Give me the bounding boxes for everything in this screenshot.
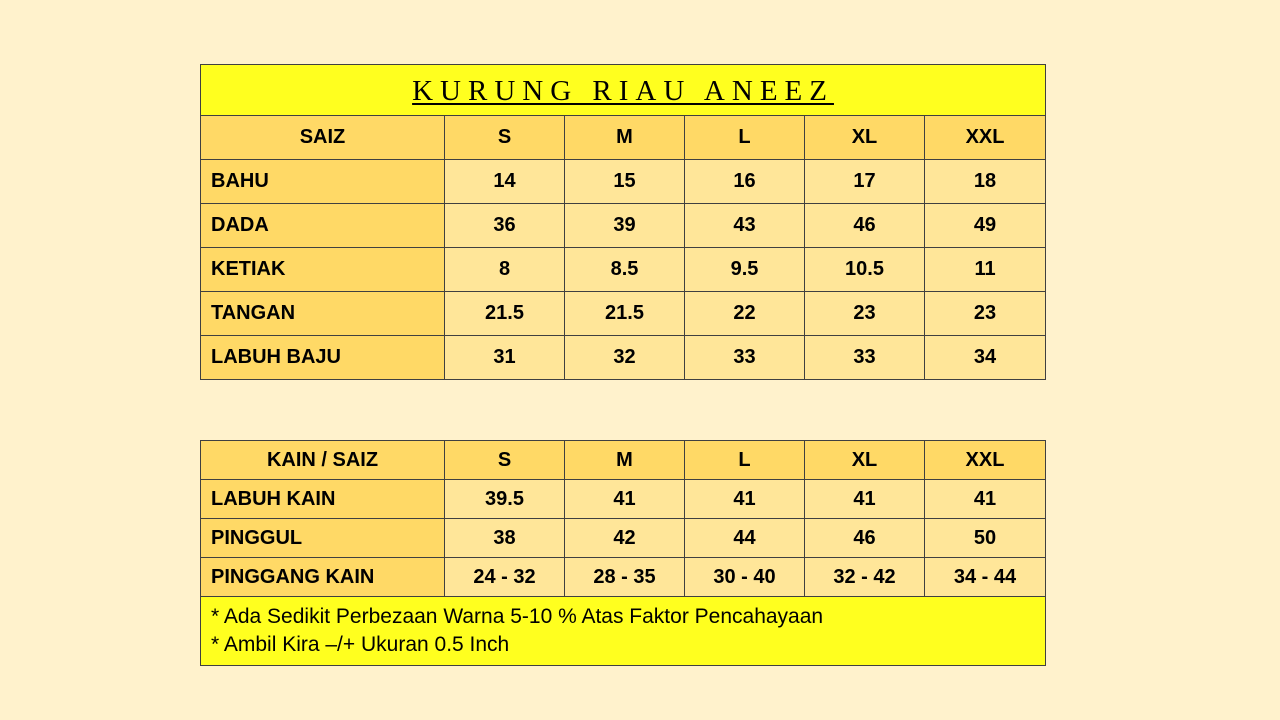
value-cell: 9.5 bbox=[685, 248, 805, 292]
header-cell: XL bbox=[805, 441, 925, 480]
row-label: LABUH BAJU bbox=[201, 336, 445, 380]
kain-header-row bbox=[201, 441, 1046, 480]
chart-title bbox=[201, 65, 1046, 116]
row-label: BAHU bbox=[201, 160, 445, 204]
value-cell: 33 bbox=[805, 336, 925, 380]
value-cell: 10.5 bbox=[805, 248, 925, 292]
table-row bbox=[201, 204, 1046, 248]
value-cell: 32 bbox=[565, 336, 685, 380]
row-label: TANGAN bbox=[201, 292, 445, 336]
baju-header-row bbox=[201, 116, 1046, 160]
kain-size-table bbox=[200, 440, 1046, 666]
header-cell: XL bbox=[805, 116, 925, 160]
value-cell: 32 - 42 bbox=[805, 558, 925, 597]
value-cell: 21.5 bbox=[445, 292, 565, 336]
header-cell: XXL bbox=[925, 441, 1046, 480]
value-cell: 15 bbox=[565, 160, 685, 204]
header-cell: SAIZ bbox=[201, 116, 445, 160]
value-cell: 11 bbox=[925, 248, 1046, 292]
table-row bbox=[201, 160, 1046, 204]
value-cell: 46 bbox=[805, 519, 925, 558]
value-cell: 42 bbox=[565, 519, 685, 558]
note-line: * Ambil Kira –/+ Ukuran 0.5 Inch bbox=[211, 633, 510, 656]
value-cell: 43 bbox=[685, 204, 805, 248]
value-cell: 18 bbox=[925, 160, 1046, 204]
notes-box bbox=[201, 597, 1046, 666]
header-cell: M bbox=[565, 441, 685, 480]
header-cell: KAIN / SAIZ bbox=[201, 441, 445, 480]
header-cell: M bbox=[565, 116, 685, 160]
value-cell: 41 bbox=[565, 480, 685, 519]
table-row bbox=[201, 558, 1046, 597]
header-cell: L bbox=[685, 441, 805, 480]
table-row bbox=[201, 292, 1046, 336]
value-cell: 22 bbox=[685, 292, 805, 336]
header-cell: S bbox=[445, 116, 565, 160]
baju-size-table bbox=[200, 64, 1046, 380]
header-cell: L bbox=[685, 116, 805, 160]
table-row bbox=[201, 248, 1046, 292]
row-label: PINGGUL bbox=[201, 519, 445, 558]
note-line: * Ada Sedikit Perbezaan Warna 5-10 % Atas Faktor Pencahayaan bbox=[211, 605, 824, 628]
value-cell: 33 bbox=[685, 336, 805, 380]
table-row bbox=[201, 336, 1046, 380]
value-cell: 28 - 35 bbox=[565, 558, 685, 597]
value-cell: 8.5 bbox=[565, 248, 685, 292]
header-cell: S bbox=[445, 441, 565, 480]
value-cell: 23 bbox=[925, 292, 1046, 336]
value-cell: 34 - 44 bbox=[925, 558, 1046, 597]
value-cell: 34 bbox=[925, 336, 1046, 380]
value-cell: 24 - 32 bbox=[445, 558, 565, 597]
row-label: DADA bbox=[201, 204, 445, 248]
value-cell: 38 bbox=[445, 519, 565, 558]
chart-title-text: KURUNG RIAU ANEEZ bbox=[412, 74, 834, 107]
row-label: LABUH KAIN bbox=[201, 480, 445, 519]
value-cell: 41 bbox=[925, 480, 1046, 519]
value-cell: 23 bbox=[805, 292, 925, 336]
table-row bbox=[201, 480, 1046, 519]
value-cell: 50 bbox=[925, 519, 1046, 558]
value-cell: 21.5 bbox=[565, 292, 685, 336]
value-cell: 44 bbox=[685, 519, 805, 558]
value-cell: 8 bbox=[445, 248, 565, 292]
value-cell: 14 bbox=[445, 160, 565, 204]
value-cell: 31 bbox=[445, 336, 565, 380]
value-cell: 16 bbox=[685, 160, 805, 204]
value-cell: 46 bbox=[805, 204, 925, 248]
value-cell: 36 bbox=[445, 204, 565, 248]
row-label: PINGGANG KAIN bbox=[201, 558, 445, 597]
row-label: KETIAK bbox=[201, 248, 445, 292]
value-cell: 39.5 bbox=[445, 480, 565, 519]
table-row bbox=[201, 519, 1046, 558]
value-cell: 39 bbox=[565, 204, 685, 248]
value-cell: 41 bbox=[685, 480, 805, 519]
value-cell: 17 bbox=[805, 160, 925, 204]
value-cell: 41 bbox=[805, 480, 925, 519]
value-cell: 49 bbox=[925, 204, 1046, 248]
header-cell: XXL bbox=[925, 116, 1046, 160]
value-cell: 30 - 40 bbox=[685, 558, 805, 597]
